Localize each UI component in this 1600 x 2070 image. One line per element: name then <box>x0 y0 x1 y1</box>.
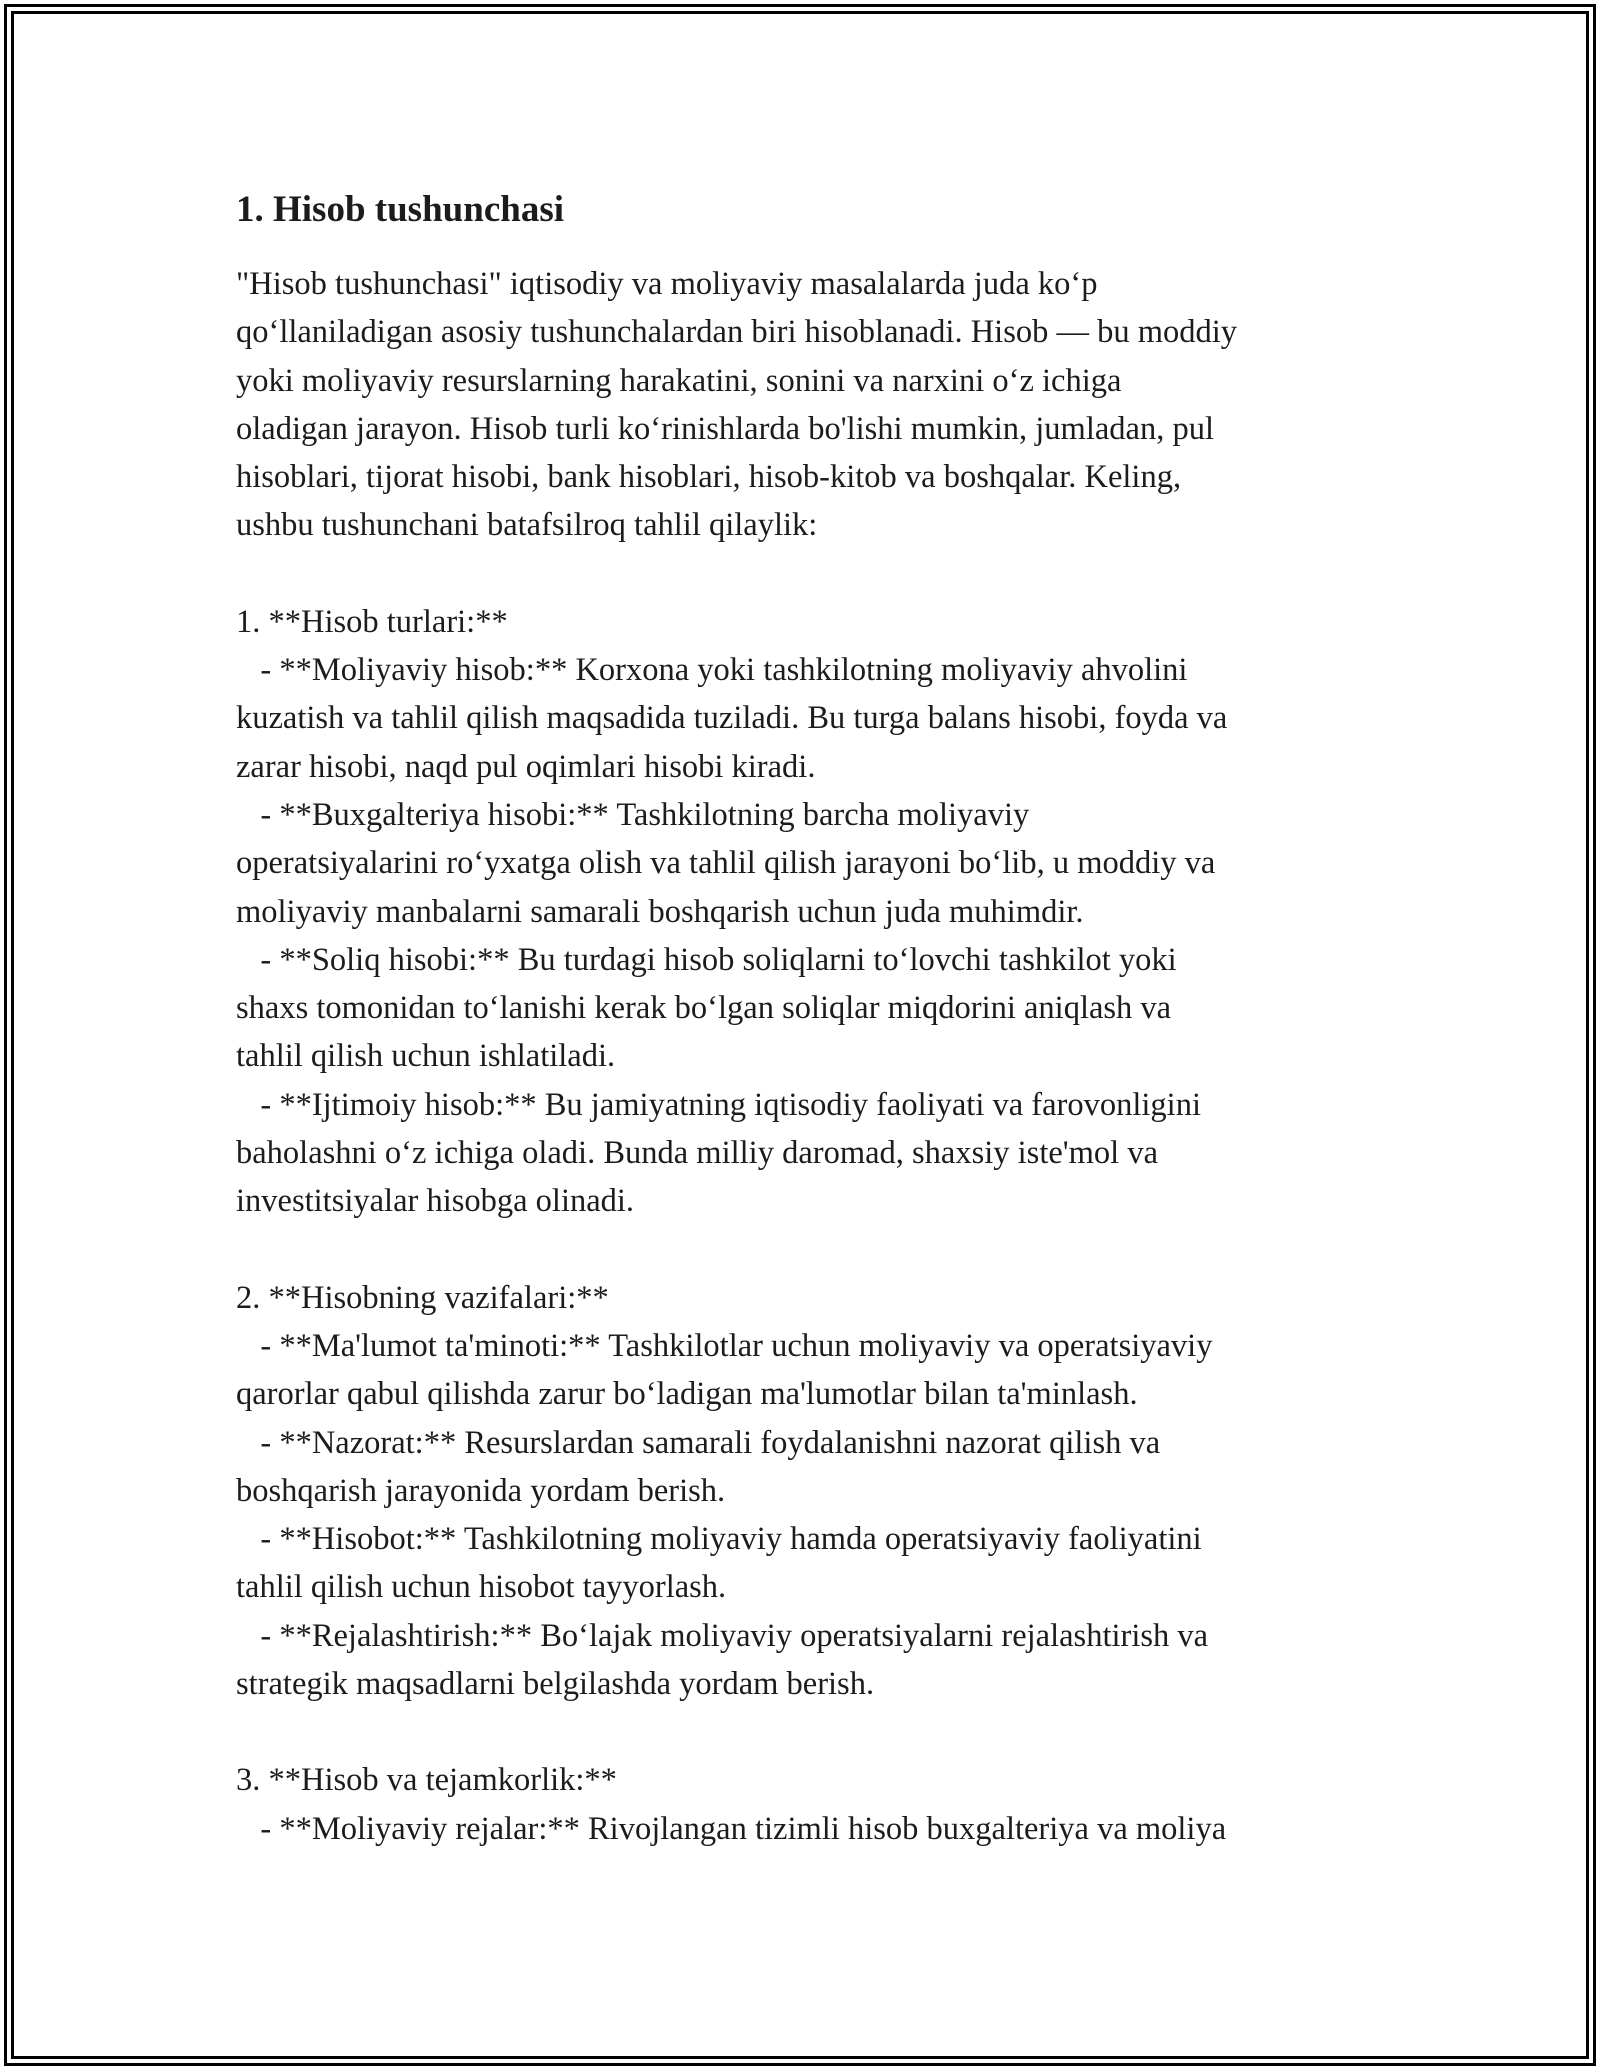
section-hisob-va-tejamkorlik: 3. **Hisob va tejamkorlik:** - **Moliyaviy rejalar:** Rivojlangan tizimli hisob buxgalteriya va moliya <box>236 1762 1227 1847</box>
document-title: 1. Hisob tushunchasi <box>236 189 564 230</box>
intro-paragraph: "Hisob tushunchasi" iqtisodiy va moliyaviy masalalarda juda ko‘p qo‘llaniladigan asosiy tushunchalardan biri hisoblanadi. Hisob — bu moddiy yoki moliyaviy resurslarning harakatini, sonini va narxini o‘z ichiga oladigan jarayon. Hisob turli ko‘rinishlarda bo'lishi mumkin, jumladan, pul hisoblari, tijorat hisobi, bank hisoblari, hisob-kitob va boshqalar. Keling, ushbu tushunchani batafsilroq tahlil qilaylik: <box>236 266 1238 544</box>
section-hisobning-vazifalari: 2. **Hisobning vazifalari:** - **Ma'lumot ta'minoti:** Tashkilotlar uchun moliyaviy va operatsiyaviy qarorlar qabul qilishda zarur bo‘ladigan ma'lumotlar bilan ta'minlash. - **Nazorat:** Resurslardan samarali foydalanishni nazorat qilish va boshqarish jarayonida yordam berish. - **Hisobot:** Tashkilotning moliyaviy hamda operatsiyaviy faoliyatini tahlil qilish uchun hisobot tayyorlash. - **Rejalashtirish:** Bo‘lajak moliyaviy operatsiyalarni rejalashtirish va strategik maqsadlarni belgilashda yordam berish. <box>236 1279 1213 1703</box>
document-page <box>236 186 1376 1853</box>
section-hisob-turlari: 1. **Hisob turlari:** - **Moliyaviy hisob:** Korxona yoki tashkilotning moliyaviy ahvolini kuzatish va tahlil qilish maqsadida tuziladi. Bu turga balans hisobi, foyda va zarar hisobi, naqd pul oqimlari hisobi kiradi. - **Buxgalteriya hisobi:** Tashkilotning barcha moliyaviy operatsiyalarini ro‘yxatga olish va tahlil qilish jarayoni bo‘lib, u moddiy va moliyaviy manbalarni samarali boshqarish uchun juda muhimdir. - **Soliq hisobi:** Bu turdagi hisob soliqlarni to‘lovchi tashkilot yoki shaxs tomonidan to‘lanishi kerak bo‘lgan soliqlar miqdorini aniqlash va tahlil qilish uchun ishlatiladi. - **Ijtimoiy hisob:** Bu jamiyatning iqtisodiy faoliyati va farovonligini baholashni o‘z ichiga oladi. Bunda milliy daromad, shaxsiy iste'mol va investitsiyalar hisobga olinadi. <box>236 603 1228 1220</box>
